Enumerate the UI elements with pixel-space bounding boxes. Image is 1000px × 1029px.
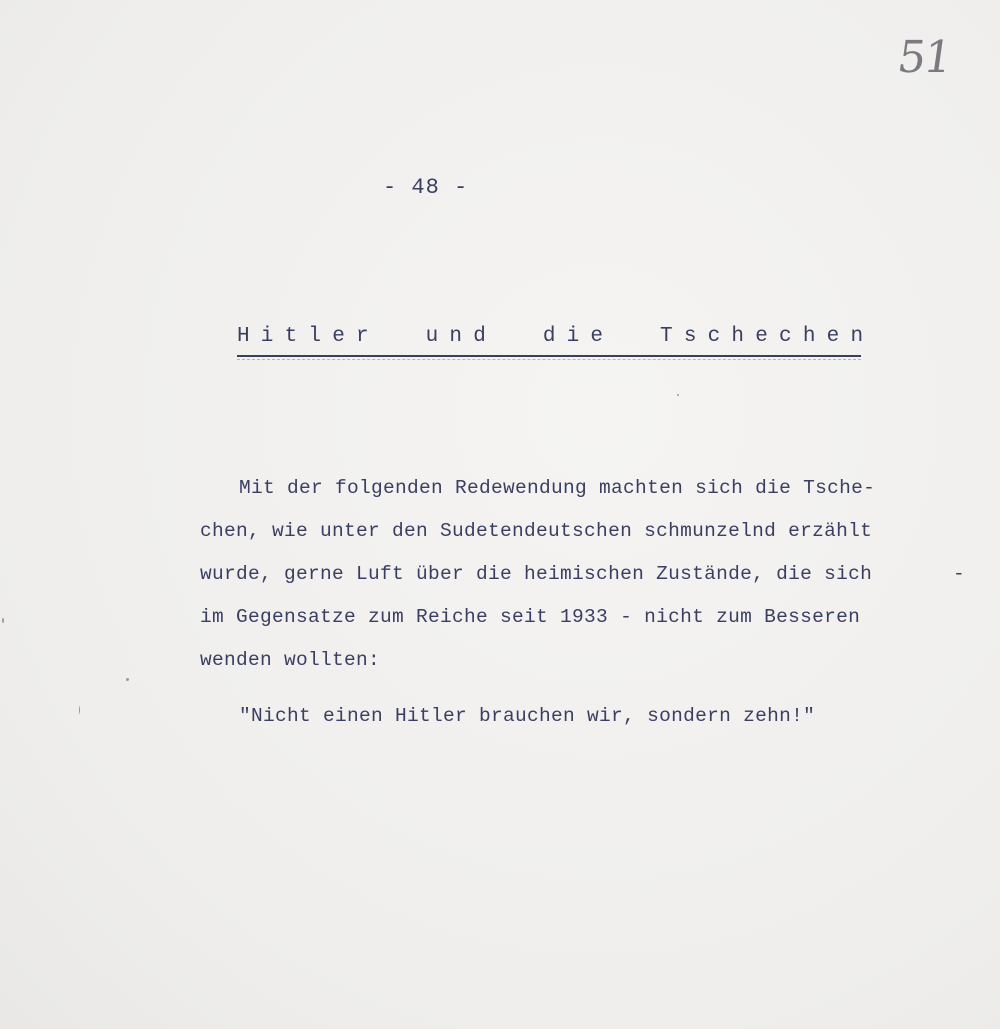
paragraph-line: wurde, gerne Luft über die heimischen Zustände, die sich [200, 563, 873, 585]
paragraph-line: chen, wie unter den Sudetendeutschen schmunzelnd erzählt [200, 520, 873, 542]
paragraph-line: im Gegensatze zum Reiche seit 1933 - nicht zum Besseren [200, 606, 861, 628]
handwritten-page-number: 51 [894, 32, 954, 83]
heading-underline-shadow [237, 359, 861, 360]
margin-mark: - [953, 563, 965, 585]
paper-speck [79, 706, 80, 714]
heading-underline [237, 355, 861, 357]
paragraph-line: wenden wollten: [200, 649, 381, 671]
document-heading: Hitler und die Tschechen [237, 325, 875, 348]
page-number: - 48 - [383, 175, 469, 200]
paper-speck [2, 618, 4, 623]
paper-speck [677, 394, 679, 396]
quote-line: "Nicht einen Hitler brauchen wir, sondern zehn!" [239, 705, 816, 727]
paper-speck [126, 678, 129, 681]
paragraph-line: Mit der folgenden Redewendung machten sich die Tsche- [239, 477, 876, 499]
